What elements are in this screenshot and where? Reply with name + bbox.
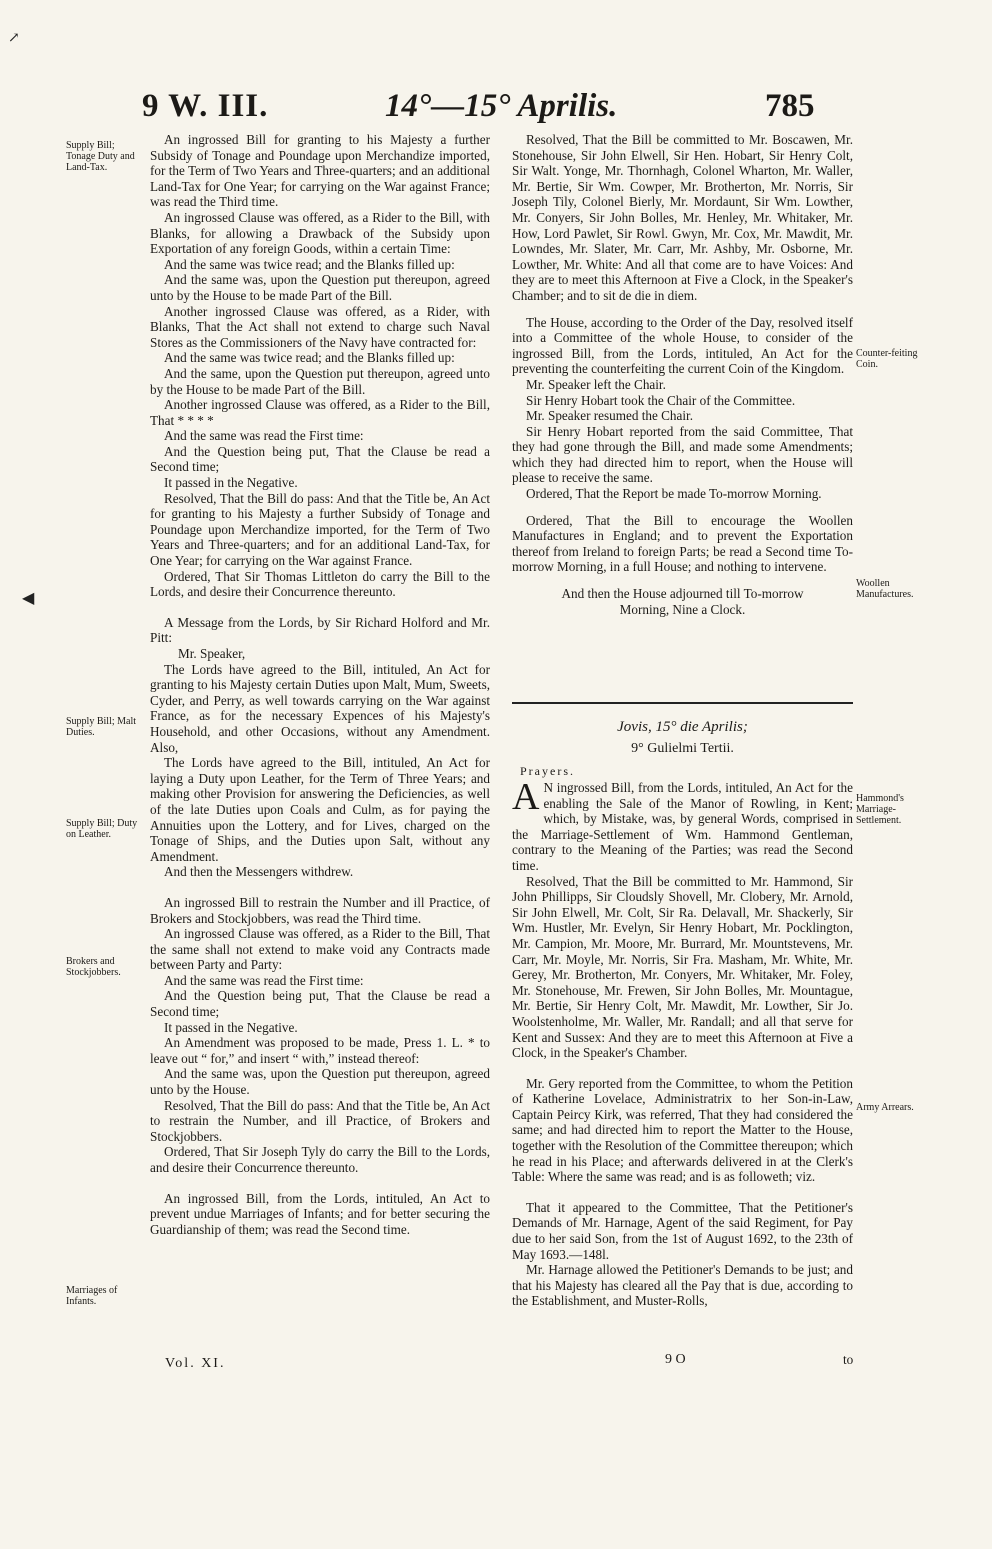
catchword: to [843,1352,854,1367]
paragraph: And then the Messengers withdrew. [164,864,354,880]
paragraph: Mr. Speaker left the Chair. [526,376,666,392]
paragraph: Resolved, That the Bill do pass: And that the Title be, An Act for granting to his Majesty a further Subsidy of Tonage and Poundage upon Merchandize imported, for the Term of Two Years and Three-quarters; and for an additional Land-Tax, for One Year; for carrying on the War against France. [150,490,490,569]
paragraph: An ingrossed Bill for granting to his Majesty a further Subsidy of Tonage and Poundage upon Merchandize imported, for the Term of Two Years and Three-quarters; and an additional Land-Tax for One Year; for carrying on the War against France; was read the Third time. [150,132,490,210]
volume-label: Vol. XI. [165,1356,226,1371]
paragraph: The House, according to the Order of the Day, resolved itself into a Committee of the whole House, to consider of the ingrossed Bill, from the Lords, intituled, An Act for the preventing the counterfeiting the current Coin of the Kingdom. [512,314,853,377]
paragraph: An Amendment was proposed to be made, Press 1. L. * to leave out “ for,” and insert “ with,” instead thereof: [150,1035,490,1066]
paragraph: And the same was, upon the Question put thereupon, agreed unto by the House to be made Part of the Bill. [150,272,490,303]
regnal-subheading: 9° Gulielmi Tertii. [631,741,734,756]
prayers-heading: Prayers. [520,764,575,778]
left-column [150,132,490,1237]
paragraph: Ordered, That the Report be made To-morrow Morning. [526,486,822,502]
margin-note-brokers: Brokers and Stockjobbers. [66,956,121,978]
adjournment: And then the House adjourned till To-morrow Morning, Nine a Clock. [561,586,804,617]
paragraph: Mr. Gery reported from the Committee, to whom the Petition of Katherine Lovelace, Administratrix to her Son-in-Law, Captain Peircy Kirk, was referred, That they had considered the same; and had directed him to report the Matter to the House, together with the Resolution of the Committee thereupon; which he read in his Place; and afterwards delivered in at the Clerk's Table: Where the same was read; and is as followeth; viz. [512,1075,853,1185]
opening-text: N ingrossed Bill, from the Lords, intituled, An Act for the enabling the Sale of the Manor of Rowling, in Kent; which, by Mistake, was, by general Words, comprised in the Marriage-Settlement of Wm. Hammond Gentleman, contrary to the Meaning of the Parties; was read the Second time. [512,780,853,873]
section-rule [512,702,853,704]
paragraph: Mr. Speaker resumed the Chair. [526,408,693,424]
paragraph: And the Question being put, That the Clause be read a Second time; [150,988,490,1020]
margin-note-woollen: Woollen Manufactures. [856,578,914,600]
paragraph: And the Question being put, That the Clause be read a Second time; [150,443,490,475]
paragraph: An ingrossed Bill to restrain the Number and ill Practice, of Brokers and Stockjobbers, was read the Third time. [150,894,490,926]
paragraph: An ingrossed Bill, from the Lords, intituled, An Act to prevent undue Marriages of Infants; and for better securing the Guardianship of them; was read the Second time. [150,1190,490,1237]
paragraph: A Message from the Lords, by Sir Richard Holford and Mr. Pitt: [150,614,490,646]
paragraph: Resolved, That the Bill do pass: And that the Title be, An Act to restrain the Number, and ill Practice, of Brokers and Stockjobbers. [150,1097,490,1144]
paragraph: Ordered, That Sir Thomas Littleton do carry the Bill to the Lords, and desire their Concurrence thereunto. [150,568,490,600]
paragraph: And the same was read the First time: [164,428,364,444]
day-heading: Jovis, 15° die Aprilis; [617,719,748,735]
scan-mark: ↗ [8,31,20,46]
margin-note-tonage: Supply Bill; Tonage Duty and Land-Tax. [66,140,135,173]
margin-note-malt: Supply Bill; Malt Duties. [66,716,137,738]
paragraph: That it appeared to the Committee, That the Petitioner's Demands of Mr. Harnage, Agent of the said Regiment, for Pay due to her said Son, from the 1st of August 1692, to the 23th of May 1693.—148l. [512,1199,853,1262]
paragraph: Mr. Harnage allowed the Petitioner's Demands to be just; and that his Majesty has cleared all the Pay that is due, according to the Establishment, and Muster-Rolls, [512,1262,853,1309]
scan-mark: ◀ [22,590,35,607]
paragraph: Ordered, That the Bill to encourage the Woollen Manufactures in England; and to prevent the Exportation thereof from Ireland to foreign Parts; be read a Second time To-morrow Morning, in a full House; and nothing to intervene. [512,512,853,575]
paragraph: Resolved, That the Bill be committed to Mr. Boscawen, Mr. Stonehouse, Sir John Elwell, Sir Hen. Hobart, Sir Henry Colt, Sir Walt. Yonge, Mr. Thornhagh, Colonel Wharton, Mr. Waller, Mr. Bertie, Sir Wm. Cowper, Mr. Brotherton, Mr. Norris, Sir Joseph Tily, Colonel Bierly, Mr. Mordaunt, Sir Wm. Lowther, Mr. Conyers, Sir John Bolles, Mr. Henley, Mr. Whitaker, Mr. How, Lord Pawlet, Sir Rowl. Gwyn, Mr. Cox, Mr. Mawdit, Mr. Lowndes, Mr. Slater, Mr. Carr, Mr. Ashby, Mr. Osborne, Mr. Lowther, Mr. White: And all that come are to have Voices: And they are to meet this Afternoon at Five a Clock, in the Speaker's Chamber; and to sit de die in diem. [512,132,853,303]
paragraph: Mr. Speaker, [178,646,246,661]
paragraph: Resolved, That the Bill be committed to Mr. Hammond, Sir John Phillipps, Sir Cloudsly Shovell, Mr. Clobery, Mr. Arnold, Sir John Elwell, Mr. Colt, Sir Ra. Delavall, Mr. Shackerly, Sir Wm. Hustler, Mr. Evelyn, Sir Henry Hobart, Mr. Pocklington, Mr. Campion, Mr. Moore, Mr. Burrard, Mr. Mountstevens, Mr. Carr, Mr. Moyle, Mr. Norris, Sir Fra. Masham, Mr. White, Mr. Gerey, Mr. Brotherton, Mr. Conyers, Mr. Whitaker, Mr. Foley, Mr. Stonehouse, Mr. Frewen, Sir John Bolles, Mr. Mountague, Mr. Bertie, Sir Henry Colt, Mr. Mawdit, Mr. Lowther, Sir Jo. Woolstenholme, Mr. Waller, Mr. Randall; and all that serve for Kent and Sussex: And they are to meet this Afternoon at Five a Clock, in the Speaker's Chamber. [512,873,853,1061]
paragraph: And the same, upon the Question put thereupon, agreed unto by the House to be made Part of the Bill. [150,365,490,397]
paragraph: And the same was, upon the Question put thereupon, agreed unto by the House. [150,1066,490,1098]
paragraph: An ingrossed Clause was offered, as a Rider to the Bill, with Blanks, for allowing a Drawback of the Subsidy upon Exportation of any foreign Goods, within a certain Time: [150,209,490,257]
margin-note-marriages: Marriages of Infants. [66,1285,118,1307]
page-header [0,88,992,128]
paragraph: Another ingrossed Clause was offered, as a Rider to the Bill, That * * * * [150,397,490,428]
right-column-upper [512,132,853,617]
paragraph: It passed in the Negative. [164,1019,298,1035]
paragraph: Sir Henry Hobart took the Chair of the Committee. [526,392,796,408]
paragraph: The Lords have agreed to the Bill, intituled, An Act for laying a Duty upon Leather, for the Term of Three Years; and making other Provision for answering the Deficiencies, as well of the late Duties upon Coals and Culm, as for paying the Annuities upon the Lottery, and for Lives, charged on the Tonage of Ships, and the Duties upon Salt, without any Amendment. [150,755,490,864]
paragraph: And the same was twice read; and the Blanks filled up: [164,350,455,366]
paragraph: It passed in the Negative. [164,475,298,491]
opening-paragraph [512,776,853,874]
paragraph: Sir Henry Hobart reported from the said Committee, That they had gone through the Bill, and made some Amendments; which they had directed him to report, when the House will please to receive the same. [512,423,853,486]
paragraph: And the same was twice read; and the Blanks filled up: [164,256,455,272]
signature-mark: 9 O [665,1352,686,1367]
paragraph: Ordered, That Sir Joseph Tyly do carry the Bill to the Lords, and desire their Concurrence thereunto. [150,1144,490,1175]
drop-cap: A [512,776,540,818]
paragraph: The Lords have agreed to the Bill, intituled, An Act for granting to his Majesty certain Duties upon Malt, Mum, Sweets, Cyder, and Perry, as well towards carrying on the War against France, as for the necessary Expences of his Majesty's Household, and other Occasions, without any Amendment. Also, [150,661,490,755]
page-number: 785 [765,88,815,124]
margin-note-coin: Counter-feiting Coin. [856,348,918,370]
regnal-year: 9 W. III. [142,88,269,124]
paragraph: An ingrossed Clause was offered, as a Rider to the Bill, That the same shall not extend to make void any Contracts made between Party and Party: [150,926,490,973]
right-column-lower [512,776,853,1309]
paragraph: Another ingrossed Clause was offered, as a Rider, with Blanks, That the Act shall not extend to charge such Naval Stores as the Commissioners of the Navy have contracted for: [150,303,490,350]
paragraph: And the same was read the First time: [164,972,364,988]
margin-note-army: Army Arrears. [856,1102,914,1113]
margin-note-leather: Supply Bill; Duty on Leather. [66,818,138,840]
margin-note-hammond: Hammond's Marriage-Settlement. [856,793,904,826]
date-heading: 14°—15° Aprilis. [385,88,618,124]
